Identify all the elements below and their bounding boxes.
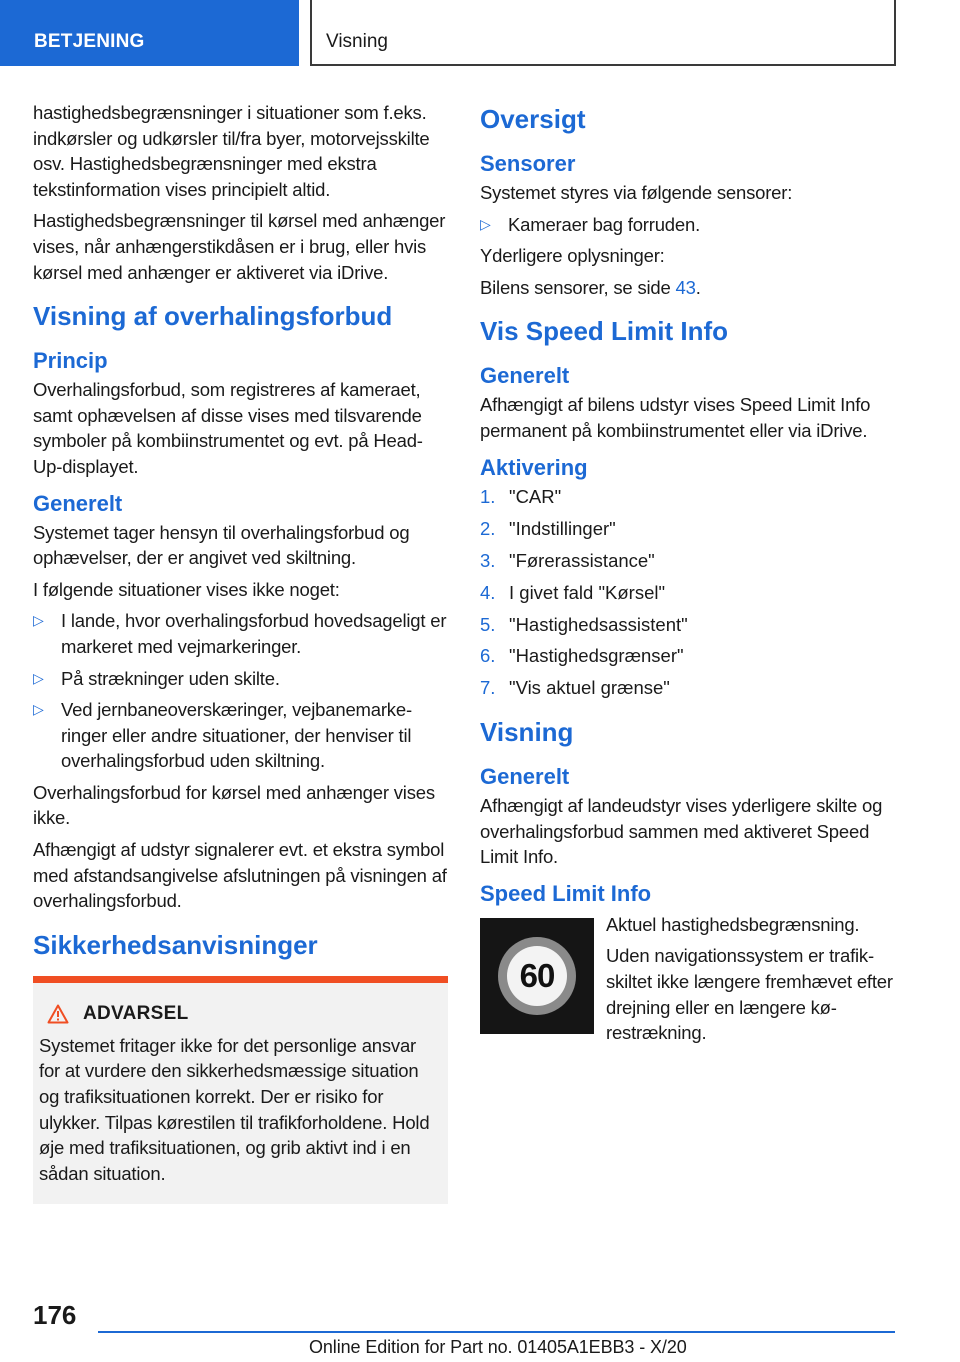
triangle-right-icon: ▷	[33, 669, 44, 686]
list-item: ▷ Ved jernbaneoverskæringer, vejbanemarkeringer eller andre situationer, der henviser til overhalingsforbud uden skiltning.	[33, 699, 413, 772]
paragraph: Overhalingsforbud, som registreres af kameraet, samt ophævelsen af disse vises med tilsvarende symboler på kombiinstrumentet og evt. på Head-Up-displayet.	[33, 379, 423, 477]
paragraph: Uden navigationssystem er trafikskiltet ikke længere fremhævet efter drejning eller en længere kørestrækning.	[606, 945, 893, 1044]
speed-limit-description	[606, 912, 900, 1052]
warning-title: ADVARSEL	[83, 1002, 189, 1024]
paragraph: Afhængigt af bilens udstyr vises Speed Limit Info permanent på kombiinstrumentet eller via iDrive.	[480, 394, 871, 441]
right-column	[480, 100, 900, 1052]
paragraph: I følgende situationer vises ikke noget:	[33, 578, 340, 600]
page-reference-link[interactable]: 43	[675, 276, 696, 298]
heading-sensors: Sensorer	[480, 151, 576, 176]
heading-activation: Aktivering	[480, 454, 588, 480]
heading-principle: Princip	[33, 348, 108, 374]
list-item: 1. "CAR"	[480, 485, 562, 507]
heading-speed-limit-info: Speed Limit Info	[480, 880, 652, 906]
section-tab	[0, 0, 299, 66]
list-item: 4. I givet fald "Kørsel"	[480, 581, 666, 603]
warning-box	[33, 976, 448, 1205]
speed-limit-sign-image	[480, 918, 594, 1034]
paragraph: Overhalingsforbud for kørsel med anhænger vises ikke.	[33, 781, 435, 829]
warning-header	[39, 1003, 440, 1025]
paragraph: Systemet tager hensyn til overhalingsforbud og ophævelser, der er angivet ved skiltning.	[33, 521, 410, 569]
heading-safety: Sikkerhedsanvisninger	[33, 929, 318, 960]
paragraph: Afhængigt af udstyr signalerer evt. et ekstra symbol med afstandsangivelse afslutningen på visningen af overhalingsforbud.	[33, 839, 447, 912]
speed-sign-value: 60	[519, 956, 555, 994]
left-column	[33, 100, 448, 1204]
sensor-list	[480, 212, 900, 238]
footer-edition: Online Edition for Part no. 01405A1EBB3 - X/20	[309, 1337, 687, 1357]
speed-limit-figure	[480, 912, 900, 1052]
situation-list	[33, 608, 448, 774]
triangle-right-icon: ▷	[33, 612, 44, 629]
heading-overview: Oversigt	[480, 104, 586, 134]
chapter-title: Visning	[326, 31, 388, 52]
list-item: 7. "Vis aktuel grænse"	[480, 677, 670, 699]
heading-general: Generelt	[33, 490, 123, 516]
triangle-right-icon: ▷	[480, 215, 491, 232]
section-title: BETJENING	[34, 31, 145, 52]
list-item: ▷ I lande, hvor overhalingsforbud hovedsageligt er markeret med vejmarkeringer.	[33, 610, 447, 657]
list-item: ▷ Kameraer bag forruden.	[480, 212, 900, 238]
paragraph: Systemet styres via følgende sensorer:	[480, 182, 793, 203]
list-item: 2. "Indstillinger"	[480, 517, 616, 539]
list-item: ▷ På strækninger uden skilte.	[33, 666, 448, 692]
heading-display: Visning	[480, 717, 574, 748]
paragraph: Hastighedsbegrænsninger til kørsel med anhænger vises, når anhængerstikdåsen er i brug, eller hvis kørsel med anhænger er aktiveret via iDrive.	[33, 210, 446, 283]
activation-steps	[480, 484, 900, 702]
speed-sign-icon	[498, 937, 576, 1015]
paragraph: hastighedsbegrænsninger i situationer som f.eks. indkørsler og udkørsler til/fra byer, motorvejsskilte osv. Hastighedsbegrænsninger med ekstra tekstinformation vises principielt altid.	[33, 102, 430, 200]
heading-general: Generelt	[480, 363, 570, 389]
paragraph: Aktuel hastighedsbegrænsning.	[606, 913, 860, 935]
paragraph: Yderligere oplysninger:	[480, 245, 665, 267]
page-number: 176	[33, 1300, 77, 1330]
heading-general: Generelt	[480, 764, 570, 790]
list-item: 6. "Hastighedsgrænser"	[480, 645, 684, 667]
footer-divider	[98, 1331, 895, 1333]
triangle-right-icon: ▷	[33, 701, 44, 718]
paragraph: Afhængigt af landeudstyr vises yderligere skilte og overhalingsforbud sammen med aktiveret Speed Limit Info.	[480, 795, 883, 868]
warning-text: Systemet fritager ikke for det personlige ansvar for at vurdere den sikkerhedsmæssige situation og trafiksituationen korrekt. Der er risiko for ulykker. Tilpas kørestilen til trafikforholdene. Hold øje med trafiksituationen, og grib aktivt ind i en sådan situation.	[39, 1034, 430, 1184]
heading-show-speed-limit: Vis Speed Limit Info	[480, 316, 729, 347]
list-item: 5. "Hastighedsassistent"	[480, 613, 688, 635]
warning-triangle-icon	[47, 1004, 69, 1024]
paragraph-reference: Bilens sensorer, se side 43.	[480, 276, 701, 298]
heading-overtaking: Visning af overhalingsforbud	[33, 301, 393, 332]
chapter-tab	[310, 0, 896, 66]
list-item: 3. "Førerassistance"	[480, 549, 655, 571]
